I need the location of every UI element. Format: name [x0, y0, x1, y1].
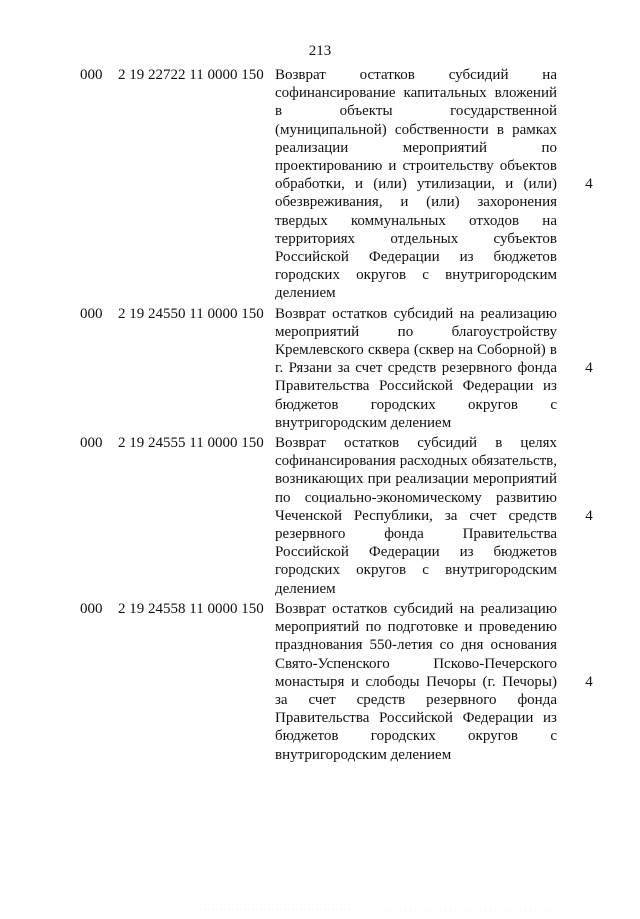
- table-row: [0, 66, 640, 303]
- normative-value: 4: [585, 176, 593, 193]
- page-number: 213: [308, 43, 332, 59]
- admin-code: 000: [80, 67, 103, 83]
- scan-noise: [200, 905, 560, 913]
- normative-value: 4: [585, 507, 593, 524]
- income-code: 2 19 22722 11 0000 150: [118, 67, 264, 83]
- income-description: Возврат остатков субсидий на реализацию мероприятий по подготовке и проведению празднования 550-летия со дня основания Свято-Успенского Псково-Печерского монастыря и слободы Печоры (г. Печоры) за счет средств резервного фонда Правительства Российской Федерации из бюджетов городских округов с внутригородским делением: [275, 600, 557, 763]
- normative-value: 4: [585, 360, 593, 377]
- income-description: Возврат остатков субсидий в целях софинансирования расходных обязательств, возникающих при реализации мероприятий по социально-экономическому развитию Чеченской Республики, за счет средств резервного фонда Правительства Российской Федерации из бюджетов городских округов с внутригородским делением: [275, 435, 557, 597]
- admin-code: 000: [80, 435, 103, 452]
- admin-code: 000: [80, 305, 103, 322]
- table-row: [0, 600, 640, 764]
- income-description: Возврат остатков субсидий на реализацию мероприятий по благоустройству Кремлевского сквера (сквер на Соборной) в г. Рязани за счет средств резервного фонда Правительства Российской Федерации из бюджетов городских округов с внутригородским делением: [275, 305, 557, 431]
- income-code: 2 19 24550 11 0000 150: [118, 305, 264, 322]
- income-code: 2 19 24558 11 0000 150: [118, 600, 264, 617]
- entries-table: [0, 66, 640, 766]
- table-row: [0, 434, 640, 598]
- income-code: 2 19 24555 11 0000 150: [118, 435, 264, 452]
- table-row: [0, 305, 640, 432]
- admin-code: 000: [80, 600, 103, 617]
- normative-value: 4: [585, 673, 593, 690]
- income-description: Возврат остатков субсидий на софинансирование капитальных вложений в объекты государственной (муниципальной) собственности в рамках реализации мероприятий по проектированию и строительству объектов обработки, и (или) утилизации, и (или) обезвреживания, и (или) захоронения твердых коммунальных отходов на территориях отдельных субъектов Российской Федерации из бюджетов городских округов с внутригородским делением: [275, 67, 557, 302]
